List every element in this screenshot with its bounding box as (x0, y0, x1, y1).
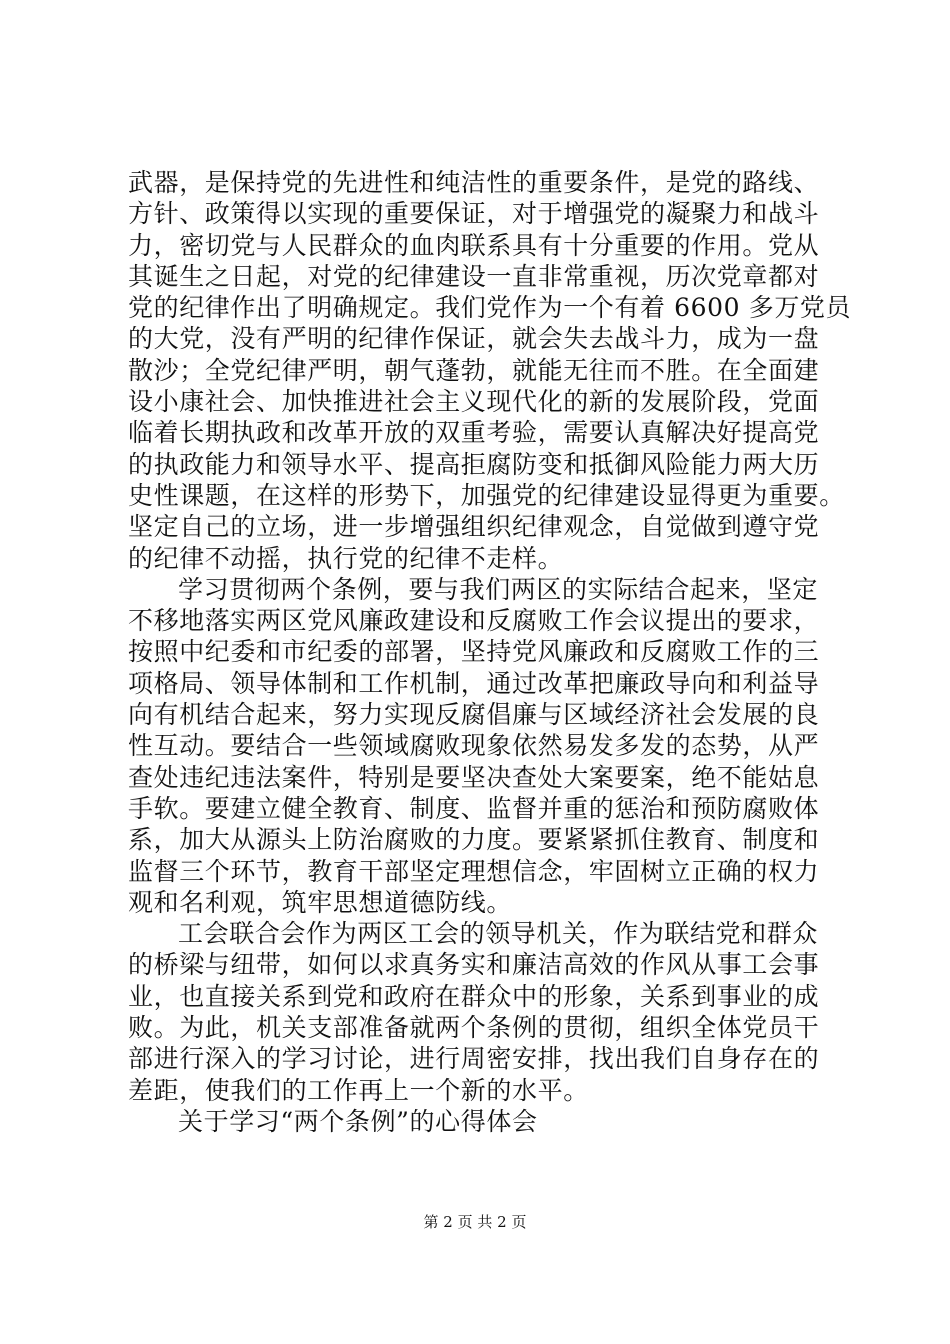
text-line: 性互动。要结合一些领域腐败现象依然易发多发的态势，从严 (128, 731, 820, 761)
text-line: 力，密切党与人民群众的血肉联系具有十分重要的作用。党从 (128, 230, 820, 260)
paragraph-start-line: 工会联合会作为两区工会的领导机关，作为联结党和群众 (178, 919, 819, 949)
text-line: 系，加大从源头上防治腐败的力度。要紧紧抓住教育、制度和 (128, 825, 820, 855)
text-line: 部进行深入的学习讨论，进行周密安排，找出我们自身存在的 (128, 1044, 820, 1074)
text-line: 查处违纪违法案件，特别是要坚决查处大案要案，绝不能姑息 (128, 762, 820, 792)
text-line: 的执政能力和领导水平、提高拒腐防变和抵御风险能力两大历 (128, 449, 820, 479)
text-line: 的大党，没有严明的纪律作保证，就会失去战斗力，成为一盘 (128, 324, 820, 354)
text-line: 的纪律不动摇，执行党的纪律不走样。 (128, 543, 564, 573)
text-line: 项格局、领导体制和工作机制，通过改革把廉政导向和利益导 (128, 668, 820, 698)
text-line: 史性课题，在这样的形势下，加强党的纪律建设显得更为重要。 (128, 480, 845, 510)
page-number-footer: 第 2 页 共 2 页 (423, 1213, 527, 1231)
text-line: 坚定自己的立场，进一步增强组织纪律观念，自觉做到遵守党 (128, 512, 820, 542)
text-line: 不移地落实两区党风廉政建设和反腐败工作会议提出的要求， (128, 606, 820, 636)
paragraph-start-line: 学习贯彻两个条例，要与我们两区的实际结合起来，坚定 (178, 574, 819, 604)
text-line: 业，也直接关系到党和政府在群众中的形象，关系到事业的成 (128, 981, 820, 1011)
body-text (128, 167, 852, 1137)
document-title-line: 关于学习“两个条例”的心得体会 (178, 1106, 538, 1136)
text-line: 武器，是保持党的先进性和纯洁性的重要条件，是党的路线、 (128, 168, 820, 197)
text-line: 其诞生之日起，对党的纪律建设一直非常重视，历次党章都对 (128, 261, 820, 291)
text-line: 设小康社会、加快推进社会主义现代化的新的发展阶段，党面 (128, 387, 820, 417)
text-line: 临着长期执政和改革开放的双重考验，需要认真解决好提高党 (128, 418, 820, 448)
text-line: 败。为此，机关支部准备就两个条例的贯彻，组织全体党员干 (128, 1013, 820, 1043)
text-line: 方针、政策得以实现的重要保证，对于增强党的凝聚力和战斗 (128, 199, 820, 229)
text-line: 的桥梁与纽带，如何以求真务实和廉洁高效的作风从事工会事 (128, 950, 820, 980)
text-line: 手软。要建立健全教育、制度、监督并重的惩治和预防腐败体 (128, 793, 820, 823)
text-line: 党的纪律作出了明确规定。我们党作为一个有着 6600 多万党员 (128, 293, 852, 323)
text-line: 观和名利观，筑牢思想道德防线。 (128, 887, 513, 917)
text-line: 按照中纪委和市纪委的部署，坚持党风廉政和反腐败工作的三 (128, 637, 820, 667)
text-line: 监督三个环节，教育干部坚定理想信念，牢固树立正确的权力 (128, 856, 820, 886)
text-line: 向有机结合起来，努力实现反腐倡廉与区域经济社会发展的良 (128, 700, 820, 730)
text-line: 差距，使我们的工作再上一个新的水平。 (128, 1075, 589, 1105)
text-line: 散沙；全党纪律严明，朝气蓬勃，就能无往而不胜。在全面建 (128, 355, 820, 385)
